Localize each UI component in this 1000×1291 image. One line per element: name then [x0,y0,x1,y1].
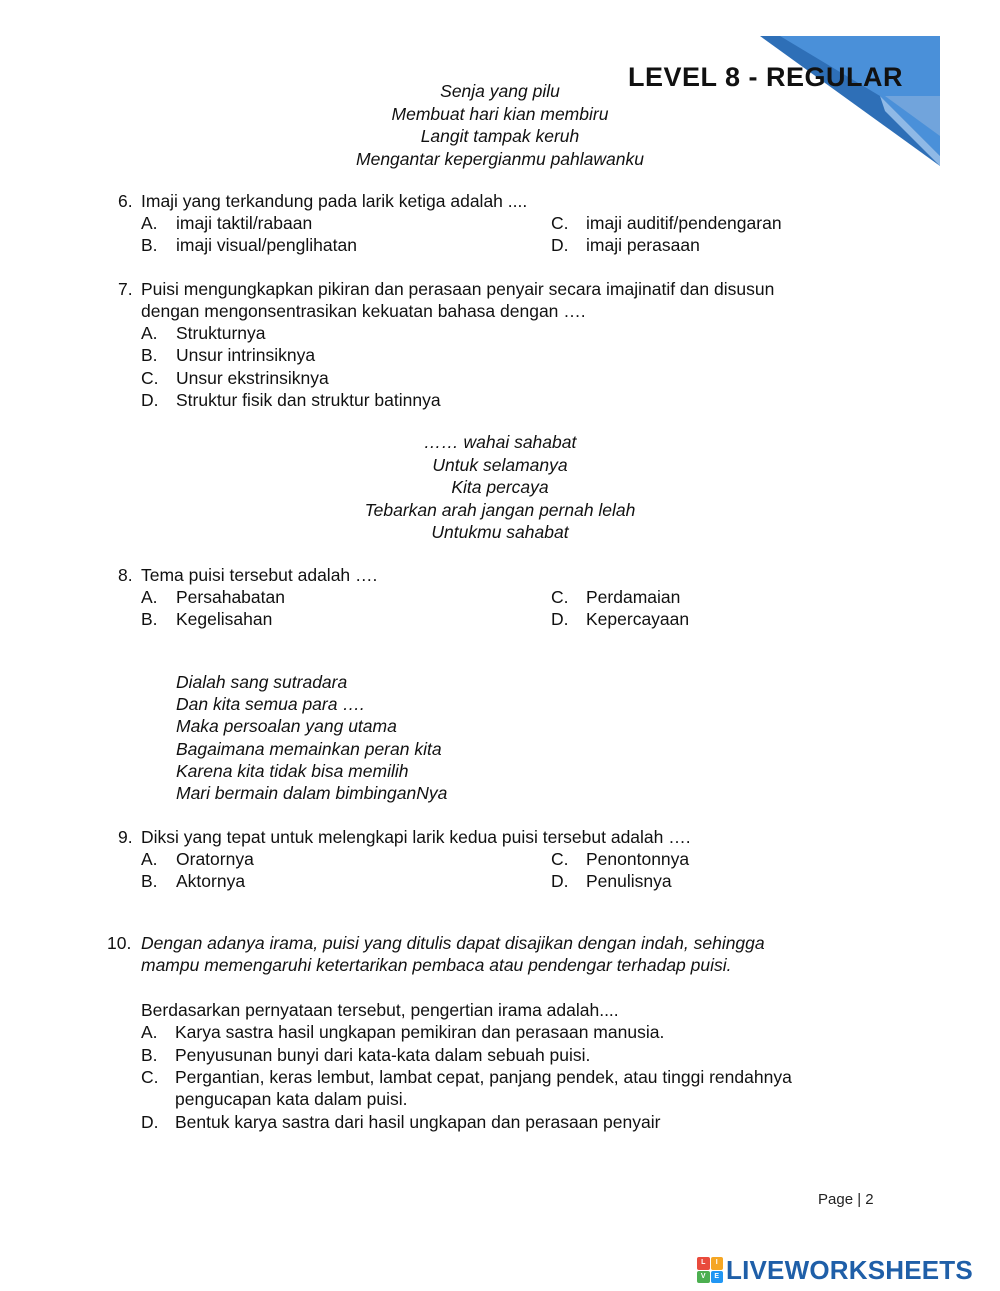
poem3-line-1: Dialah sang sutradara [176,672,348,692]
q10-option-a: Karya sastra hasil ungkapan pemikiran dan perasaan manusia. [175,1022,665,1042]
poem2-line-5: Untukmu sahabat [431,522,569,542]
q7-option-d-letter: D. [141,390,159,410]
page-number: Page | 2 [818,1191,874,1208]
q9-option-b-letter: B. [141,871,158,891]
q6-option-b: imaji visual/penglihatan [176,235,357,255]
poem3-line-3: Maka persoalan yang utama [176,716,397,736]
q7-question-line-1: Puisi mengungkapkan pikiran dan perasaan penyair secara imajinatif dan disusun [141,279,775,299]
q9-number: 9. [118,827,133,847]
level-title: LEVEL 8 - REGULAR [628,62,904,90]
q10-option-c-letter: C. [141,1067,159,1087]
q8-option-c-letter: C. [551,587,569,607]
poem2-line-3: Kita percaya [451,477,549,497]
q7-question-line-2: dengan mengonsentrasikan kekuatan bahasa dengan …. [141,301,586,321]
q6-option-d-letter: D. [551,235,569,255]
brand-name: LIVEWORKSHEETS [726,1254,973,1285]
q6-option-d: imaji perasaan [586,235,700,255]
q6-question: Imaji yang terkandung pada larik ketiga adalah .... [141,191,528,211]
q8-option-d-letter: D. [551,609,569,629]
q6-option-c: imaji auditif/pendengaran [586,213,782,233]
q10-option-d-letter: D. [141,1112,159,1132]
q10-option-c-continuation: pengucapan kata dalam puisi. [175,1089,408,1109]
q6-option-c-letter: C. [551,213,569,233]
q9-option-b: Aktornya [176,871,246,891]
poem1-line-2: Membuat hari kian membiru [391,103,609,124]
poem2-line-1: …… wahai sahabat [423,432,577,452]
q10-statement-line-2: mampu memengaruhi ketertarikan pembaca atau pendengar terhadap puisi. [141,955,732,975]
q7-option-b: Unsur intrinsiknya [176,345,316,365]
q9-option-a: Oratornya [176,849,254,869]
q10-question: Berdasarkan pernyataan tersebut, pengertian irama adalah.... [141,1000,619,1020]
q7-option-b-letter: B. [141,345,158,365]
q9-option-d-letter: D. [551,871,569,891]
q9-question: Diksi yang tepat untuk melengkapi larik kedua puisi tersebut adalah …. [141,827,691,847]
q10-number: 10. [107,933,132,953]
logo-tile-e: E [711,1271,724,1284]
q8-question: Tema puisi tersebut adalah …. [141,565,378,585]
poem3-line-5: Karena kita tidak bisa memilih [176,761,409,781]
q9-option-c: Penontonnya [586,849,690,869]
q6-option-b-letter: B. [141,235,158,255]
logo-tile-i: I [711,1257,724,1270]
poem3-line-2: Dan kita semua para …. [176,694,365,714]
q10-option-c: Pergantian, keras lembut, lambat cepat, panjang pendek, atau tinggi rendahnya [175,1067,792,1087]
q7-option-a: Strukturnya [176,323,266,343]
q9-option-a-letter: A. [141,849,158,869]
q6-option-a-letter: A. [141,213,158,233]
logo-tile-v: V [697,1271,710,1284]
liveworksheets-logo[interactable] [697,1255,973,1285]
q7-number: 7. [118,279,133,299]
poem3-line-4: Bagaimana memainkan peran kita [176,739,442,759]
liveworksheets-icon [697,1257,723,1283]
poem3-line-6: Mari bermain dalam bimbinganNya [176,783,448,803]
logo-tile-l: L [697,1257,710,1270]
q8-option-c: Perdamaian [586,587,681,607]
q7-option-c: Unsur ekstrinsiknya [176,368,329,388]
q8-option-d: Kepercayaan [586,609,690,629]
q8-option-b-letter: B. [141,609,158,629]
poem2-line-4: Tebarkan arah jangan pernah lelah [364,499,636,520]
q9-option-d: Penulisnya [586,871,672,891]
q9-option-c-letter: C. [551,849,569,869]
q7-option-c-letter: C. [141,368,159,388]
q10-option-b: Penyusunan bunyi dari kata-kata dalam sebuah puisi. [175,1045,591,1065]
q10-option-d: Bentuk karya sastra dari hasil ungkapan dan perasaan penyair [175,1112,661,1132]
q10-option-a-letter: A. [141,1022,158,1042]
q7-option-a-letter: A. [141,323,158,343]
q6-option-a: imaji taktil/rabaan [176,213,313,233]
poem1-line-4: Mengantar kepergianmu pahlawanku [356,148,644,169]
poem1-line-3: Langit tampak keruh [420,126,580,146]
q8-option-a: Persahabatan [176,587,285,607]
q8-number: 8. [118,565,133,585]
poem2-line-2: Untuk selamanya [432,454,568,475]
q6-number: 6. [118,191,133,211]
q8-option-a-letter: A. [141,587,158,607]
poem1-line-1: Senja yang pilu [440,81,560,101]
q10-option-b-letter: B. [141,1045,158,1065]
q7-option-d: Struktur fisik dan struktur batinnya [176,390,441,410]
q10-statement-line-1: Dengan adanya irama, puisi yang ditulis dapat disajikan dengan indah, sehingga [141,933,765,953]
q8-option-b: Kegelisahan [176,609,273,629]
